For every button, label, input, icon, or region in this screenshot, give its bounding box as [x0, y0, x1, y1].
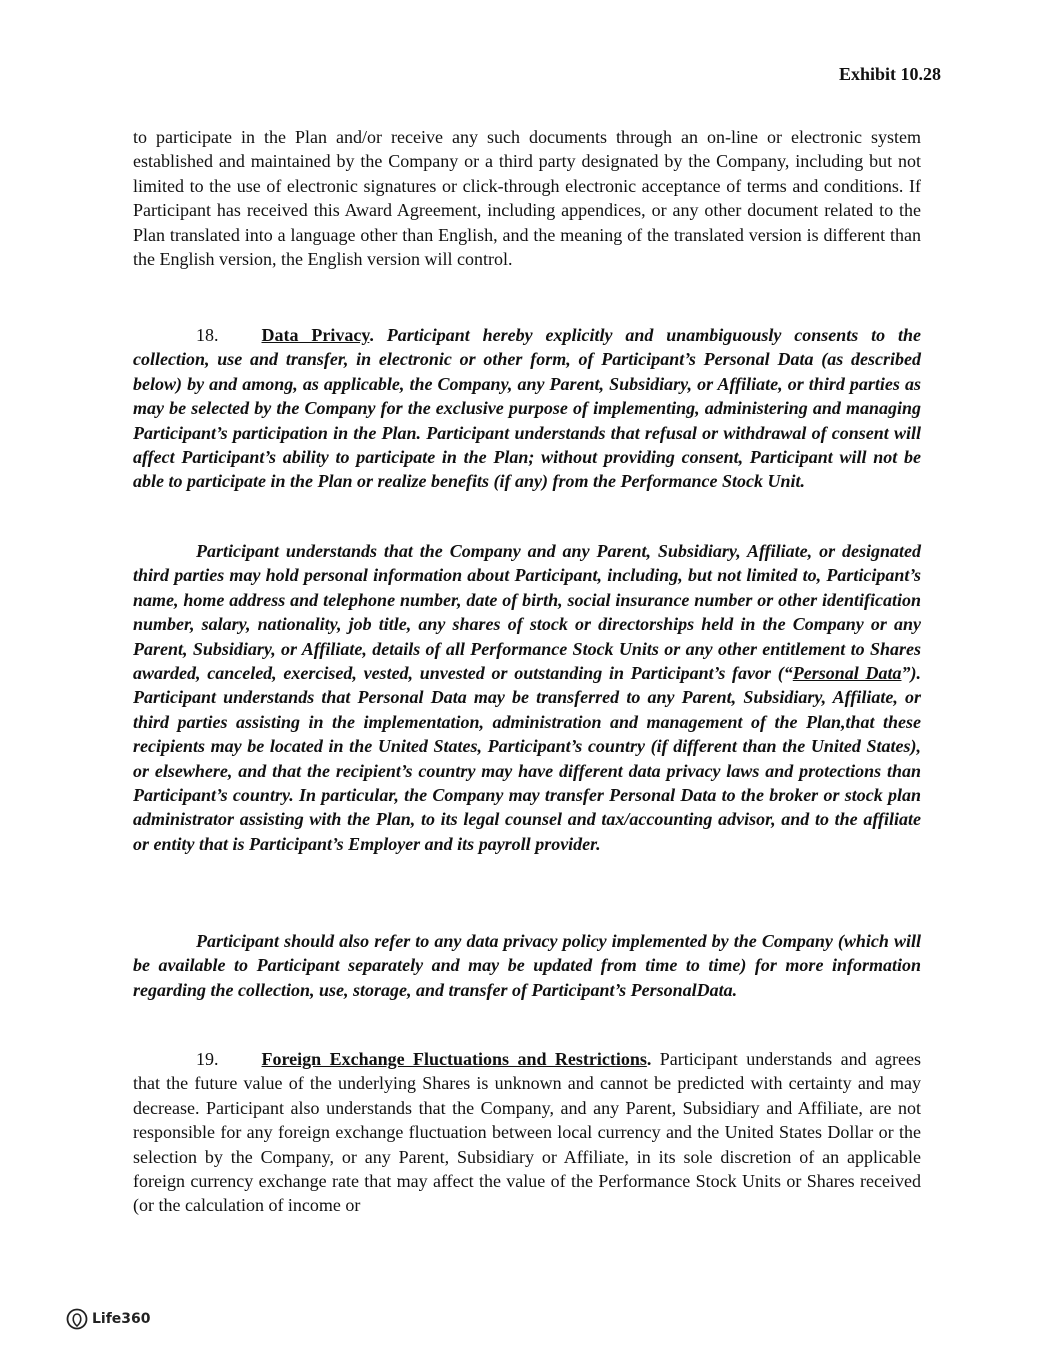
section-heading: Foreign Exchange Fluctuations and Restrictions — [261, 1049, 647, 1069]
exhibit-number: Exhibit 10.28 — [838, 64, 941, 84]
section-heading: Data Privacy — [261, 325, 370, 345]
personal-data-paragraph — [133, 539, 921, 856]
section-number: 19. — [196, 1049, 219, 1069]
section-number: 18. — [196, 325, 219, 345]
paragraph-text: ”). Participant understands that Personal Data may be transferred to any Parent, Subsidiary, Affiliate, or third parties assisting in the implementation, administration and management of the Plan,that these recipients may be located in the United States, Participant’s country (if different than the United States), or elsewhere, and that the recipient’s country may have different data privacy laws and protections than Participant’s country. In particular, the Company may transfer Personal Data to the broker or stock plan administrator assisting with the Plan, to its legal counsel and tax/accounting advisor, and to the affiliate or entity that is Participant’s Employer and its payroll provider. — [133, 663, 921, 854]
life360-logo-icon — [66, 1308, 88, 1330]
paragraph-text: Participant understands that the Company and any Parent, Subsidiary, Affiliate, or designated third parties may hold personal information about Participant, including, but not limited to, Participant’s name, home address and telephone number, date of birth, social insurance number or other identification number, salary, nationality, job title, any shares of stock or directorships held in the Company or any Parent, Subsidiary, or Affiliate, details of all Performance Stock Units or any other entitlement to Shares awarded, canceled, exercised, vested, unvested or outstanding in Participant’s favor (“ — [133, 541, 921, 684]
paragraph-text: Participant should also refer to any data privacy policy implemented by the Company (which will be available to Participant separately and may be updated from time to time) for more information regarding the collection, use, storage, and transfer of Participant’s PersonalData. — [133, 931, 921, 1000]
section-18-data-privacy: 18. Data Privacy. Participant hereby explicitly and unambiguously consents to the collection, use and transfer, in electronic or other form, of Participant’s Personal Data (as described below) by and among, as applicable, the Company, any Parent, Subsidiary, or Affiliate, or third parties as may be selected by the Company for the exclusive purpose of implementing, administering and managing Participant’s participation in the Plan. Participant understands that refusal or withdrawal of consent will affect Participant’s ability to participate in the Plan; without providing consent, Participant will not be able to participate in the Plan or realize benefits (if any) from the Performance Stock Unit. — [133, 325, 921, 492]
section-19-foreign-exchange: 19. Foreign Exchange Fluctuations and Restrictions. Participant understands and agrees that the future value of the underlying Shares is unknown and cannot be predicted with certainty and may decrease. Participant also understands that the Company, and any Parent, Subsidiary and Affiliate, are not responsible for any foreign exchange fluctuation between local currency and the United States Dollar or the selection by the Company, or any Parent, Subsidiary or Affiliate, in its sole discretion of an applicable foreign currency exchange rate that may affect the value of the Performance Stock Units or Shares received (or the calculation of income or — [133, 1049, 921, 1216]
section-body: Participant understands and agrees that the future value of the underlying Shares is unknown and cannot be predicted with certainty and may decrease. Participant also understands that the Company, and any Parent, Subsidiary and Affiliate, are not responsible for any foreign exchange fluctuation between local currency and the United States Dollar or the selection by the Company, or any Parent, Subsidiary or Affiliate, in its sole discretion of an applicable foreign currency exchange rate that may affect the value of the Performance Stock Units or Shares received (or the calculation of income or — [133, 1049, 921, 1216]
privacy-policy-paragraph — [133, 929, 921, 1002]
section-body: Participant hereby explicitly and unambiguously consents to the collection, use and transfer, in electronic or other form, of Participant’s Personal Data (as described below) by and among, as applicable, the Company, any Parent, Subsidiary, or Affiliate, or third parties as may be selected by the Company for the exclusive purpose of implementing, administering and managing Participant’s participation in the Plan. Participant understands that refusal or withdrawal of consent will affect Participant’s ability to participate in the Plan; without providing consent, Participant will not be able to participate in the Plan or realize benefits (if any) from the Performance Stock Unit. — [133, 325, 921, 492]
logo-text: Life360 — [92, 1311, 151, 1327]
defined-term: Personal Data — [792, 663, 902, 684]
paragraph-continued: to participate in the Plan and/or receive any such documents through an on-line or electronic system established and maintained by the Company or a third party designated by the Company, including but not limited to the use of electronic signatures or click-through electronic acceptance of terms and conditions. If Participant has received this Award Agreement, including appendices, or any other document related to the Plan translated into a language other than English, and the meaning of the translated version is different than the English version, the English version will control. — [133, 127, 921, 270]
company-logo — [66, 1308, 151, 1330]
